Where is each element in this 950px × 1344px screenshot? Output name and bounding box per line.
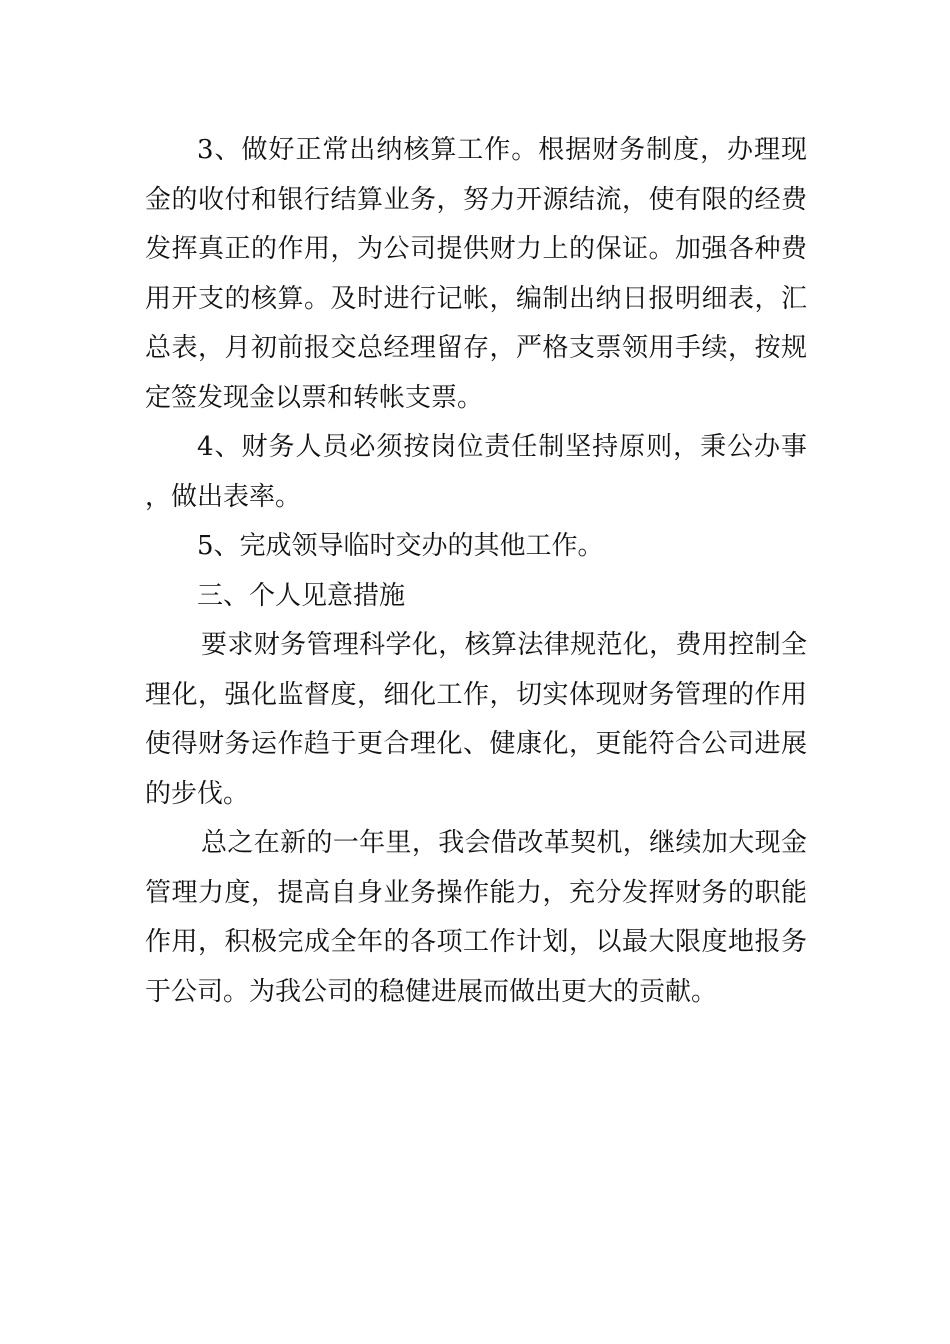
paragraph-finance-staff: 4、财务人员必须按岗位责任制坚持原则，秉公办事，做出表率。 [145, 432, 807, 512]
section-heading-personal-measures: 三、个人见意措施 [197, 580, 406, 611]
paragraph-cash-accounting: 3、做好正常出纳核算工作。根据财务制度，办理现金的收付和银行结算业务，努力开源结流，使有限的经费发挥真正的作用，为公司提供财力上的保证。加强各种费用开支的核算。及时进行记帐，编制出纳日报明细表，汇总表，月初前报交总经理留存，严格支票领用手续，按规定签发现金以票和转帐支票。 [145, 135, 807, 413]
paragraph-other-tasks: 5、完成领导临时交办的其他工作。 [197, 531, 604, 561]
document-body [145, 126, 807, 1017]
paragraph-conclusion: 总之在新的一年里，我会借改革契机，继续加大现金管理力度，提高自身业务操作能力，充分发挥财务的职能作用，积极完成全年的各项工作计划，以最大限度地报务于公司。为我公司的稳健进展而做出更大的贡献。 [145, 828, 807, 1007]
paragraph-requirements: 要求财务管理科学化，核算法律规范化，费用控制全理化，强化监督度，细化工作，切实体现财务管理的作用使得财务运作趋于更合理化、健康化，更能符合公司进展的步伐。 [145, 630, 807, 809]
